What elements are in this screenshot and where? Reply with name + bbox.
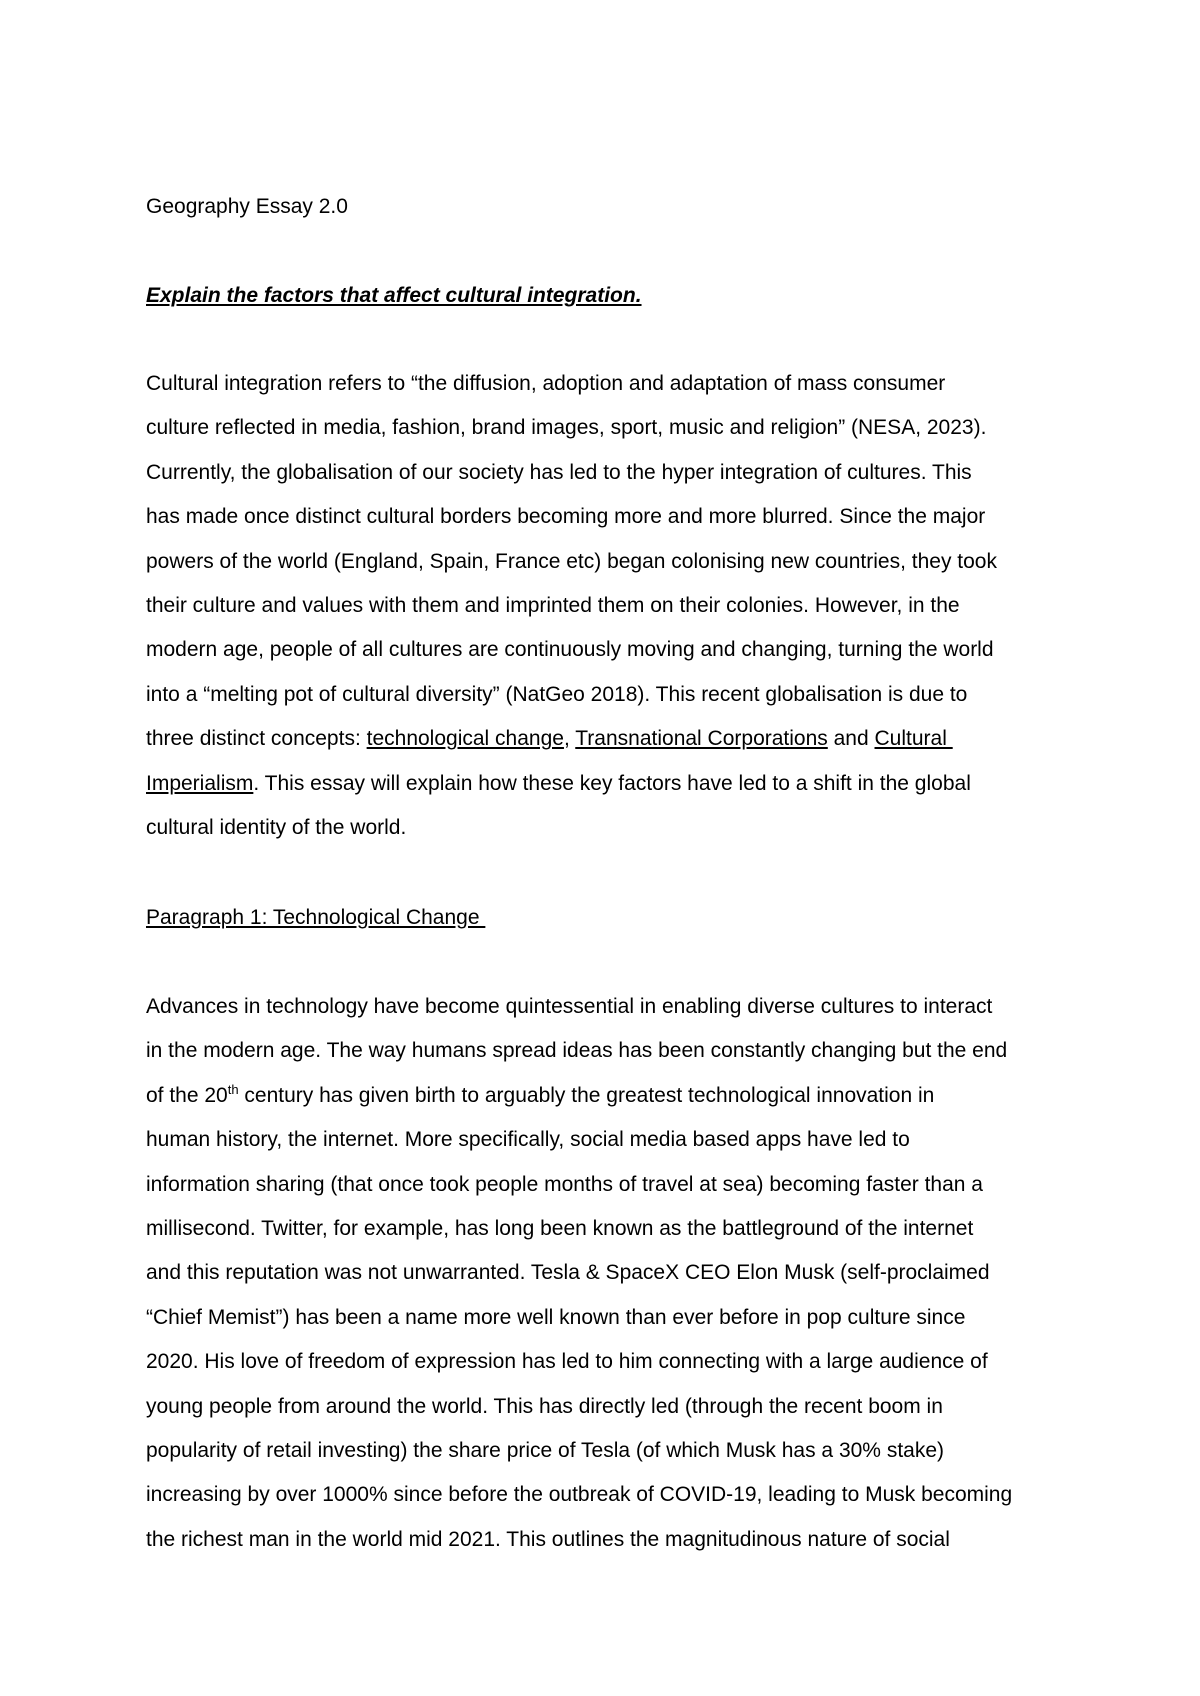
intro-paragraph — [146, 370, 1066, 858]
text-line: Cultural integration refers to “the diffusion, adoption and adaptation of mass consumer — [146, 372, 946, 395]
text-line: and this reputation was not unwarranted. Tesla & SpaceX CEO Elon Musk (self-proclaimed — [146, 1261, 990, 1285]
text-line: powers of the world (England, Spain, France etc) began colonising new countries, they took — [146, 549, 997, 573]
text-segment: of the 20 — [146, 1083, 228, 1107]
text-line: Currently, the globalisation of our society has led to the hyper integration of cultures. This — [146, 460, 972, 484]
text-line: the richest man in the world mid 2021. This outlines the magnitudinous nature of social — [146, 1527, 950, 1551]
concept-cultural-imperialism-part1: Cultural — [874, 727, 953, 751]
text-line: has made once distinct cultural borders becoming more and more blurred. Since the major — [146, 505, 986, 529]
text-line: information sharing (that once took people months of travel at sea) becoming faster than a — [146, 1172, 983, 1196]
essay-question: Explain the factors that affect cultural integration. — [146, 284, 642, 307]
text-line: Advances in technology have become quintessential in enabling diverse cultures to interact — [146, 995, 993, 1018]
concept-cultural-imperialism-part2: Imperialism — [146, 771, 254, 795]
text-segment: century has given birth to arguably the greatest technological innovation in — [238, 1083, 935, 1107]
text-line: popularity of retail investing) the share price of Tesla (of which Musk has a 30% stake) — [146, 1438, 944, 1462]
concept-technological-change: technological change — [366, 727, 564, 751]
document-title: Geography Essay 2.0 — [146, 195, 348, 218]
text-line-concepts — [146, 725, 1066, 769]
text-segment: and — [827, 727, 875, 751]
text-line: cultural identity of the world. — [146, 815, 407, 839]
text-segment: . This essay will explain how these key factors have led to a shift in the global — [253, 771, 971, 795]
text-line: into a “melting pot of cultural diversity” (NatGeo 2018). This recent globalisation is due to — [146, 682, 968, 706]
text-line: “Chief Memist”) has been a name more well known than ever before in pop culture since — [146, 1305, 966, 1329]
text-line: culture reflected in media, fashion, brand images, sport, music and religion” (NESA, 2023). — [146, 416, 987, 440]
text-segment: , — [563, 727, 576, 751]
text-line: 2020. His love of freedom of expression has led to him connecting with a large audience of — [146, 1350, 988, 1374]
text-segment: three distinct concepts: — [146, 727, 367, 751]
paragraph-1-body — [146, 993, 1066, 1570]
ordinal-superscript: th — [227, 1081, 239, 1097]
text-line: their culture and values with them and imprinted them on their colonies. However, in the — [146, 593, 960, 617]
concept-transnational-corporations: Transnational Corporations — [575, 727, 828, 751]
text-line: increasing by over 1000% since before the outbreak of COVID-19, leading to Musk becoming — [146, 1483, 1013, 1507]
paragraph-1-heading: Paragraph 1: Technological Change — [146, 906, 486, 929]
text-line-superscript — [146, 1082, 1066, 1126]
text-line: young people from around the world. This has directly led (through the recent boom in — [146, 1394, 943, 1418]
text-line: human history, the internet. More specifically, social media based apps have led to — [146, 1128, 910, 1152]
text-line-imperialism — [146, 770, 1066, 814]
text-line: modern age, people of all cultures are continuously moving and changing, turning the world — [146, 638, 994, 662]
text-line: in the modern age. The way humans spread ideas has been constantly changing but the end — [146, 1039, 1008, 1063]
text-line: millisecond. Twitter, for example, has long been known as the battleground of the internet — [146, 1216, 974, 1240]
